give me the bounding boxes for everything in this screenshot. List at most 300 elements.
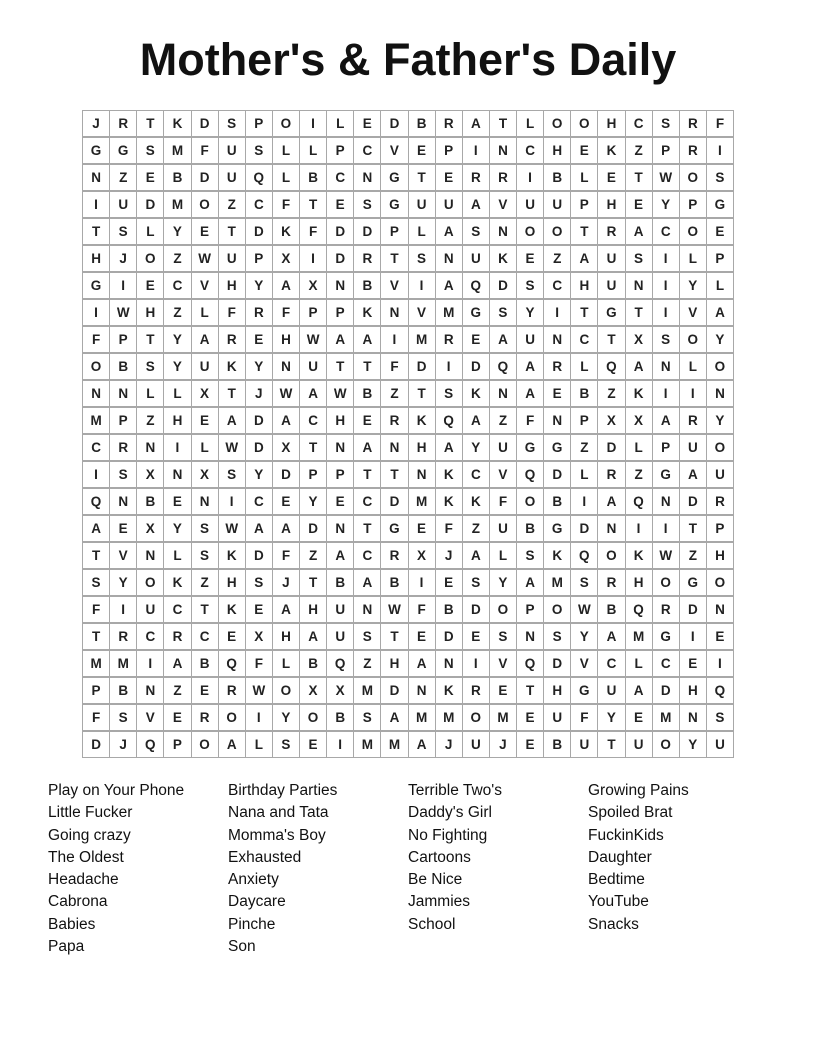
word-list-item: Exhausted: [228, 848, 302, 866]
grid-cell: G: [543, 434, 571, 461]
word-list-item: Momma's Boy: [228, 826, 326, 844]
grid-cell: R: [163, 623, 191, 650]
grid-cell: K: [597, 137, 625, 164]
grid-cell: P: [652, 434, 680, 461]
grid-cell: S: [218, 461, 246, 488]
grid-cell: B: [435, 596, 463, 623]
grid-row: [82, 569, 734, 596]
grid-cell: E: [299, 731, 327, 758]
grid-cell: K: [489, 245, 517, 272]
grid-cell: E: [245, 326, 273, 353]
grid-cell: E: [136, 272, 164, 299]
grid-cell: M: [652, 704, 680, 731]
grid-cell: Y: [679, 731, 707, 758]
word-list-item: Son: [228, 938, 256, 956]
grid-cell: T: [218, 218, 246, 245]
grid-cell: Y: [706, 326, 734, 353]
grid-cell: N: [326, 272, 354, 299]
grid-cell: G: [652, 461, 680, 488]
grid-cell: R: [597, 218, 625, 245]
grid-cell: N: [82, 380, 110, 407]
grid-cell: E: [706, 623, 734, 650]
grid-cell: B: [408, 110, 436, 137]
word-list-item: Terrible Two's: [408, 782, 502, 799]
grid-cell: X: [136, 461, 164, 488]
grid-cell: H: [543, 137, 571, 164]
grid-cell: H: [380, 650, 408, 677]
grid-row: [82, 461, 734, 488]
grid-cell: O: [516, 218, 544, 245]
grid-cell: M: [353, 677, 381, 704]
grid-cell: L: [191, 299, 219, 326]
grid-cell: T: [82, 542, 110, 569]
grid-cell: E: [353, 407, 381, 434]
grid-cell: I: [82, 191, 110, 218]
grid-cell: I: [109, 596, 137, 623]
grid-cell: S: [109, 461, 137, 488]
grid-cell: L: [625, 434, 653, 461]
grid-cell: O: [272, 110, 300, 137]
grid-cell: H: [706, 542, 734, 569]
grid-cell: N: [543, 407, 571, 434]
grid-cell: D: [597, 434, 625, 461]
word-list-item: Spoiled Brat: [588, 804, 673, 822]
grid-cell: A: [435, 272, 463, 299]
grid-cell: O: [136, 569, 164, 596]
grid-cell: I: [652, 380, 680, 407]
grid-row: [82, 488, 734, 515]
grid-cell: H: [543, 677, 571, 704]
grid-cell: D: [353, 218, 381, 245]
grid-cell: D: [245, 218, 273, 245]
grid-cell: L: [679, 245, 707, 272]
grid-cell: V: [489, 650, 517, 677]
grid-cell: G: [543, 515, 571, 542]
grid-row: [82, 218, 734, 245]
grid-cell: A: [625, 677, 653, 704]
grid-cell: A: [299, 380, 327, 407]
grid-cell: P: [326, 137, 354, 164]
word-list-item: The Oldest: [48, 848, 124, 866]
grid-cell: E: [109, 515, 137, 542]
grid-cell: T: [597, 326, 625, 353]
grid-cell: Y: [706, 407, 734, 434]
puzzle-title: Mother's & Father's Daily: [139, 34, 677, 85]
grid-cell: U: [597, 677, 625, 704]
grid-cell: W: [272, 380, 300, 407]
grid-cell: P: [706, 245, 734, 272]
grid-cell: I: [408, 569, 436, 596]
grid-cell: O: [191, 191, 219, 218]
grid-cell: T: [380, 461, 408, 488]
grid-cell: H: [272, 326, 300, 353]
grid-cell: D: [462, 596, 490, 623]
grid-cell: S: [245, 137, 273, 164]
word-list-item: Daddy's Girl: [408, 804, 492, 822]
grid-row: [82, 596, 734, 623]
grid-cell: A: [652, 407, 680, 434]
grid-cell: C: [516, 137, 544, 164]
grid-cell: X: [326, 677, 354, 704]
grid-cell: I: [163, 434, 191, 461]
grid-cell: D: [326, 218, 354, 245]
grid-cell: M: [408, 326, 436, 353]
grid-cell: K: [353, 299, 381, 326]
grid-cell: Q: [516, 461, 544, 488]
grid-cell: R: [597, 461, 625, 488]
grid-cell: Y: [679, 272, 707, 299]
grid-cell: R: [218, 326, 246, 353]
grid-cell: Z: [218, 191, 246, 218]
grid-cell: G: [516, 434, 544, 461]
grid-cell: H: [299, 596, 327, 623]
grid-cell: D: [380, 677, 408, 704]
grid-cell: Q: [435, 407, 463, 434]
grid-cell: U: [543, 191, 571, 218]
grid-cell: N: [380, 434, 408, 461]
grid-cell: F: [272, 191, 300, 218]
grid-cell: O: [706, 569, 734, 596]
grid-cell: P: [706, 515, 734, 542]
grid-cell: E: [191, 407, 219, 434]
grid-cell: B: [299, 164, 327, 191]
grid-cell: X: [299, 272, 327, 299]
grid-cell: Q: [218, 650, 246, 677]
grid-cell: A: [299, 623, 327, 650]
grid-cell: Z: [353, 650, 381, 677]
grid-cell: L: [570, 353, 598, 380]
grid-cell: O: [489, 596, 517, 623]
grid-cell: N: [380, 299, 408, 326]
grid-cell: E: [435, 164, 463, 191]
grid-cell: P: [652, 137, 680, 164]
grid-cell: J: [435, 542, 463, 569]
grid-cell: G: [462, 299, 490, 326]
grid-cell: A: [462, 191, 490, 218]
grid-cell: A: [706, 299, 734, 326]
grid-cell: W: [380, 596, 408, 623]
grid-cell: K: [163, 110, 191, 137]
grid-cell: S: [543, 623, 571, 650]
grid-cell: Z: [109, 164, 137, 191]
word-list-item: Headache: [48, 871, 119, 889]
grid-cell: I: [82, 461, 110, 488]
grid-cell: Y: [652, 191, 680, 218]
grid-cell: D: [245, 434, 273, 461]
grid-cell: O: [679, 326, 707, 353]
grid-cell: B: [191, 650, 219, 677]
grid-cell: C: [191, 623, 219, 650]
grid-cell: O: [652, 731, 680, 758]
grid-cell: S: [652, 326, 680, 353]
grid-cell: C: [353, 542, 381, 569]
grid-row: [82, 434, 734, 461]
grid-row: [82, 731, 734, 758]
grid-cell: M: [435, 299, 463, 326]
grid-cell: N: [82, 164, 110, 191]
grid-cell: S: [191, 542, 219, 569]
grid-cell: T: [597, 731, 625, 758]
grid-cell: G: [679, 569, 707, 596]
grid-cell: N: [326, 434, 354, 461]
grid-cell: U: [597, 272, 625, 299]
grid-cell: D: [462, 353, 490, 380]
grid-cell: U: [435, 191, 463, 218]
grid-cell: V: [380, 272, 408, 299]
grid-cell: E: [408, 623, 436, 650]
grid-cell: E: [326, 191, 354, 218]
grid-cell: W: [218, 434, 246, 461]
grid-cell: I: [218, 488, 246, 515]
grid-cell: D: [652, 677, 680, 704]
word-list-item: Daycare: [228, 893, 286, 911]
grid-cell: G: [109, 137, 137, 164]
grid-cell: C: [163, 272, 191, 299]
word-list-item: Play on Your Phone: [48, 782, 185, 799]
grid-cell: Y: [516, 299, 544, 326]
grid-cell: P: [380, 218, 408, 245]
grid-cell: Z: [163, 245, 191, 272]
grid-cell: Q: [625, 596, 653, 623]
grid-cell: L: [570, 164, 598, 191]
grid-cell: S: [706, 164, 734, 191]
grid-cell: U: [462, 245, 490, 272]
word-list-item: No Fighting: [408, 826, 488, 844]
grid-cell: B: [109, 353, 137, 380]
grid-cell: E: [245, 596, 273, 623]
grid-cell: S: [489, 299, 517, 326]
word-list: [48, 780, 786, 958]
grid-cell: I: [109, 272, 137, 299]
grid-cell: N: [136, 542, 164, 569]
grid-cell: N: [191, 488, 219, 515]
grid-cell: T: [380, 245, 408, 272]
grid-cell: Q: [625, 488, 653, 515]
grid-cell: Z: [679, 542, 707, 569]
grid-cell: N: [543, 326, 571, 353]
grid-cell: A: [272, 596, 300, 623]
grid-cell: S: [408, 245, 436, 272]
grid-cell: B: [353, 272, 381, 299]
grid-cell: T: [570, 299, 598, 326]
grid-row: [82, 299, 734, 326]
grid-row: [82, 191, 734, 218]
grid-cell: U: [462, 731, 490, 758]
grid-cell: V: [136, 704, 164, 731]
grid-cell: K: [625, 380, 653, 407]
grid-cell: G: [706, 191, 734, 218]
grid-cell: T: [408, 380, 436, 407]
grid-cell: D: [408, 353, 436, 380]
grid-cell: X: [191, 461, 219, 488]
grid-cell: A: [435, 218, 463, 245]
grid-cell: A: [272, 407, 300, 434]
word-list-item: Jammies: [408, 893, 471, 911]
grid-cell: W: [326, 380, 354, 407]
grid-cell: F: [82, 704, 110, 731]
grid-cell: T: [82, 623, 110, 650]
grid-cell: U: [543, 704, 571, 731]
grid-cell: B: [543, 164, 571, 191]
grid-cell: I: [435, 353, 463, 380]
grid-cell: O: [543, 218, 571, 245]
grid-cell: D: [679, 488, 707, 515]
grid-cell: C: [597, 650, 625, 677]
grid-cell: T: [82, 218, 110, 245]
grid-cell: S: [462, 218, 490, 245]
grid-cell: A: [380, 704, 408, 731]
grid-cell: L: [326, 110, 354, 137]
grid-cell: Y: [245, 272, 273, 299]
grid-cell: U: [679, 434, 707, 461]
grid-cell: S: [353, 191, 381, 218]
grid-cell: V: [380, 137, 408, 164]
grid-cell: E: [326, 488, 354, 515]
grid-cell: S: [136, 137, 164, 164]
grid-cell: A: [191, 326, 219, 353]
grid-cell: K: [435, 461, 463, 488]
grid-cell: Y: [272, 704, 300, 731]
grid-cell: O: [516, 488, 544, 515]
grid-cell: D: [489, 272, 517, 299]
grid-cell: A: [597, 623, 625, 650]
grid-cell: L: [136, 218, 164, 245]
grid-cell: O: [191, 731, 219, 758]
grid-cell: I: [543, 299, 571, 326]
grid-cell: F: [272, 542, 300, 569]
grid-cell: R: [245, 299, 273, 326]
grid-cell: Q: [489, 353, 517, 380]
grid-cell: E: [516, 731, 544, 758]
grid-cell: L: [299, 137, 327, 164]
grid-cell: U: [136, 596, 164, 623]
grid-cell: A: [272, 515, 300, 542]
grid-cell: H: [218, 272, 246, 299]
grid-cell: L: [272, 650, 300, 677]
grid-cell: O: [299, 704, 327, 731]
grid-cell: H: [570, 272, 598, 299]
grid-cell: Z: [625, 461, 653, 488]
grid-cell: S: [82, 569, 110, 596]
grid-cell: A: [353, 569, 381, 596]
grid-cell: M: [408, 488, 436, 515]
grid-row: [82, 407, 734, 434]
grid-cell: H: [597, 110, 625, 137]
grid-cell: B: [543, 731, 571, 758]
grid-row: [82, 704, 734, 731]
grid-cell: T: [299, 434, 327, 461]
grid-cell: M: [82, 407, 110, 434]
grid-cell: P: [163, 731, 191, 758]
grid-cell: N: [353, 596, 381, 623]
grid-cell: B: [516, 515, 544, 542]
grid-cell: L: [136, 380, 164, 407]
grid-cell: I: [380, 326, 408, 353]
grid-cell: I: [326, 731, 354, 758]
grid-cell: Y: [163, 515, 191, 542]
grid-cell: C: [652, 650, 680, 677]
grid-cell: Z: [163, 299, 191, 326]
grid-cell: O: [570, 110, 598, 137]
grid-cell: Z: [380, 380, 408, 407]
grid-cell: L: [679, 353, 707, 380]
grid-cell: A: [597, 488, 625, 515]
grid-cell: J: [435, 731, 463, 758]
grid-cell: O: [652, 569, 680, 596]
grid-cell: H: [326, 407, 354, 434]
grid-cell: T: [299, 569, 327, 596]
grid-cell: U: [218, 137, 246, 164]
grid-cell: L: [163, 542, 191, 569]
grid-cell: G: [652, 623, 680, 650]
grid-cell: H: [136, 299, 164, 326]
word-list-item: Cabrona: [48, 893, 108, 911]
grid-row: [82, 164, 734, 191]
grid-cell: C: [299, 407, 327, 434]
grid-cell: X: [625, 326, 653, 353]
grid-cell: S: [272, 731, 300, 758]
grid-cell: I: [706, 650, 734, 677]
grid-cell: D: [380, 488, 408, 515]
grid-cell: X: [136, 515, 164, 542]
grid-cell: S: [652, 110, 680, 137]
grid-cell: X: [625, 407, 653, 434]
grid-cell: W: [109, 299, 137, 326]
grid-cell: B: [299, 650, 327, 677]
grid-row: [82, 515, 734, 542]
grid-cell: A: [435, 434, 463, 461]
word-list-column: [408, 780, 588, 958]
grid-cell: M: [408, 704, 436, 731]
grid-cell: V: [570, 650, 598, 677]
grid-cell: E: [408, 137, 436, 164]
grid-cell: T: [353, 515, 381, 542]
grid-cell: H: [272, 623, 300, 650]
grid-cell: A: [163, 650, 191, 677]
grid-cell: V: [109, 542, 137, 569]
grid-cell: R: [380, 407, 408, 434]
grid-cell: I: [652, 299, 680, 326]
grid-cell: N: [163, 461, 191, 488]
grid-cell: E: [570, 137, 598, 164]
grid-cell: N: [706, 380, 734, 407]
grid-cell: E: [679, 650, 707, 677]
grid-cell: I: [652, 515, 680, 542]
grid-cell: Z: [462, 515, 490, 542]
grid-cell: I: [706, 137, 734, 164]
grid-cell: Y: [245, 461, 273, 488]
grid-cell: R: [489, 164, 517, 191]
grid-cell: U: [109, 191, 137, 218]
grid-cell: A: [408, 731, 436, 758]
grid-cell: F: [570, 704, 598, 731]
grid-cell: A: [489, 326, 517, 353]
grid-cell: A: [570, 245, 598, 272]
grid-cell: E: [353, 110, 381, 137]
grid-cell: K: [462, 380, 490, 407]
grid-cell: B: [136, 488, 164, 515]
grid-cell: E: [163, 704, 191, 731]
grid-cell: R: [218, 677, 246, 704]
grid-cell: T: [516, 677, 544, 704]
grid-cell: S: [353, 704, 381, 731]
word-list-item: Birthday Parties: [228, 782, 338, 799]
grid-cell: S: [706, 704, 734, 731]
grid-cell: E: [136, 164, 164, 191]
grid-cell: R: [380, 542, 408, 569]
grid-cell: W: [191, 245, 219, 272]
word-list-item: Pinche: [228, 915, 276, 933]
